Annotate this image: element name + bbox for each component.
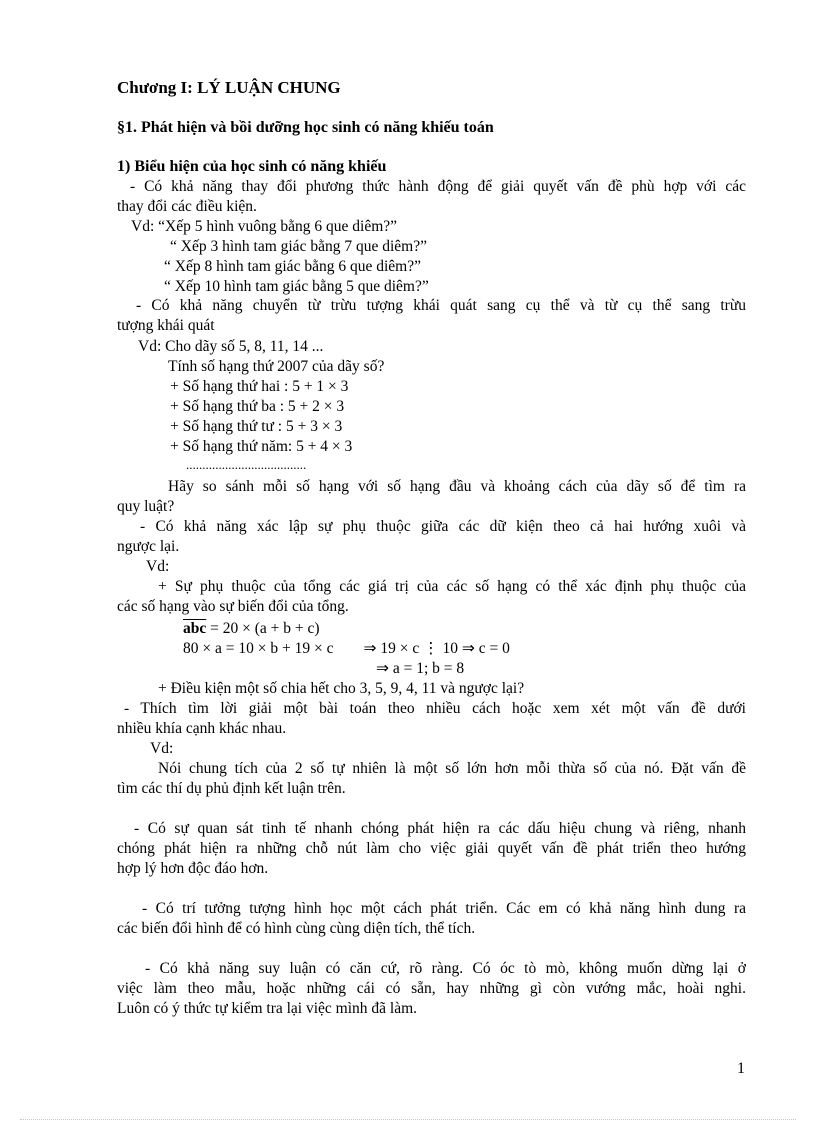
paragraph-line: + Điều kiện một số chia hết cho 3, 5, 9, 4, 11 và ngược lại? xyxy=(158,680,525,697)
example-line: Vd: Cho dãy số 5, 8, 11, 14 ... xyxy=(138,338,324,355)
subsection-title: 1) Biểu hiện của học sinh có năng khiếu xyxy=(117,158,387,175)
example-line: Vd: xyxy=(150,740,174,757)
equation-text: = 20 × (a + b + c) xyxy=(206,620,320,637)
paragraph-line: tìm các thí dụ phủ định kết luận trên. xyxy=(117,780,346,797)
implies-icon: ⇒ xyxy=(376,660,389,677)
equation-line xyxy=(183,639,812,659)
paragraph-line: - Có khả năng suy luận có căn cứ, rõ ràng. Có óc tò mò, không muốn dừng lại ở xyxy=(145,960,746,977)
paragraph-line: việc làm theo mẫu, hoặc những cái có sẵn, hay những gì còn vướng mắc, hoài nghi. xyxy=(117,980,746,997)
dotted-ellipsis: ..................................... xyxy=(186,457,307,472)
example-line: Tính số hạng thứ 2007 của dãy số? xyxy=(168,358,385,375)
example-line: Vd: “Xếp 5 hình vuông bằng 6 que diêm?” xyxy=(131,218,398,235)
paragraph-line: các biến đổi hình để có hình cùng cùng diện tích, thể tích. xyxy=(117,920,476,937)
paragraph-line: Luôn có ý thức tự kiểm tra lại việc mình đã làm. xyxy=(117,1000,418,1017)
paragraph-line: quy luật? xyxy=(117,498,175,515)
section-title: §1. Phát hiện và bồi dưỡng học sinh có năng khiếu toán xyxy=(117,119,494,136)
term-line: + Số hạng thứ tư : 5 + 3 × 3 xyxy=(170,418,343,435)
equation-line xyxy=(376,659,816,679)
paragraph-line: ngược lại. xyxy=(117,538,180,555)
overline-abc: $\overline{abc}$ xyxy=(183,620,207,637)
page-number: 1 xyxy=(737,1060,745,1077)
example-line: “ Xếp 3 hình tam giác bằng 7 que diêm?” xyxy=(170,238,427,255)
example-line: “ Xếp 8 hình tam giác bằng 6 que diêm?” xyxy=(164,258,421,275)
paragraph-line: tượng khái quát xyxy=(117,317,215,334)
example-line: “ Xếp 10 hình tam giác bằng 5 que diêm?” xyxy=(164,278,429,295)
paragraph-line: nhiều khía cạnh khác nhau. xyxy=(117,720,287,737)
equation-text: a = 1; b = 8 xyxy=(389,660,465,677)
paragraph-line: thay đổi các điều kiện. xyxy=(117,198,257,215)
paragraph-line: các số hạng vào sự biến đổi của tổng. xyxy=(117,598,349,615)
equation-text: 19 × c ⋮ 10 xyxy=(376,640,462,657)
paragraph-line: - Có khả năng xác lập sự phụ thuộc giữa các dữ kiện theo cả hai hướng xuôi và xyxy=(140,518,746,535)
term-line: + Số hạng thứ năm: 5 + 4 × 3 xyxy=(170,438,353,455)
equation-line xyxy=(183,619,812,639)
paragraph-line: - Có sự quan sát tinh tế nhanh chóng phát hiện ra các dấu hiệu chung và riêng, nhanh xyxy=(134,820,746,837)
term-line: + Số hạng thứ hai : 5 + 1 × 3 xyxy=(170,378,349,395)
page-bottom-divider xyxy=(20,1119,796,1120)
paragraph-line: chóng phát hiện ra những chỗ nút làm cho việc giải quyết vấn đề phát triển theo hướng xyxy=(117,840,746,857)
implies-icon: ⇒ xyxy=(363,640,377,657)
paragraph-line: - Có khả năng thay đổi phương thức hành động để giải quyết vấn đề phù hợp với các xyxy=(130,178,746,195)
equation-text: 80 × a = 10 × b + 19 × c xyxy=(183,640,334,657)
equation-text: c = 0 xyxy=(474,640,510,657)
implies-icon: ⇒ xyxy=(461,640,475,657)
paragraph-line: - Thích tìm lời giải một bài toán theo nhiều cách hoặc xem xét một vấn đề dưới xyxy=(124,700,746,717)
chapter-title: Chương I: LÝ LUẬN CHUNG xyxy=(117,78,341,97)
paragraph-line: - Có trí tưởng tượng hình học một cách phát triển. Các em có khả năng hình dung ra xyxy=(142,900,746,917)
paragraph-line: Hãy so sánh mỗi số hạng với số hạng đầu và khoảng cách của dãy số để tìm ra xyxy=(168,478,746,495)
example-line: Vd: xyxy=(146,558,170,575)
term-line: + Số hạng thứ ba : 5 + 2 × 3 xyxy=(170,398,345,415)
paragraph-line: - Có khả năng chuyển từ trừu tượng khái quát sang cụ thể và từ cụ thể sang trừu xyxy=(136,297,746,314)
paragraph-line: + Sự phụ thuộc của tổng các giá trị của các số hạng có thể xác định phụ thuộc của xyxy=(158,578,746,595)
paragraph-line: hợp lý hơn độc đáo hơn. xyxy=(117,860,269,877)
paragraph-line: Nói chung tích của 2 số tự nhiên là một số lớn hơn mỗi thừa số của nó. Đặt vấn đề xyxy=(158,760,746,777)
